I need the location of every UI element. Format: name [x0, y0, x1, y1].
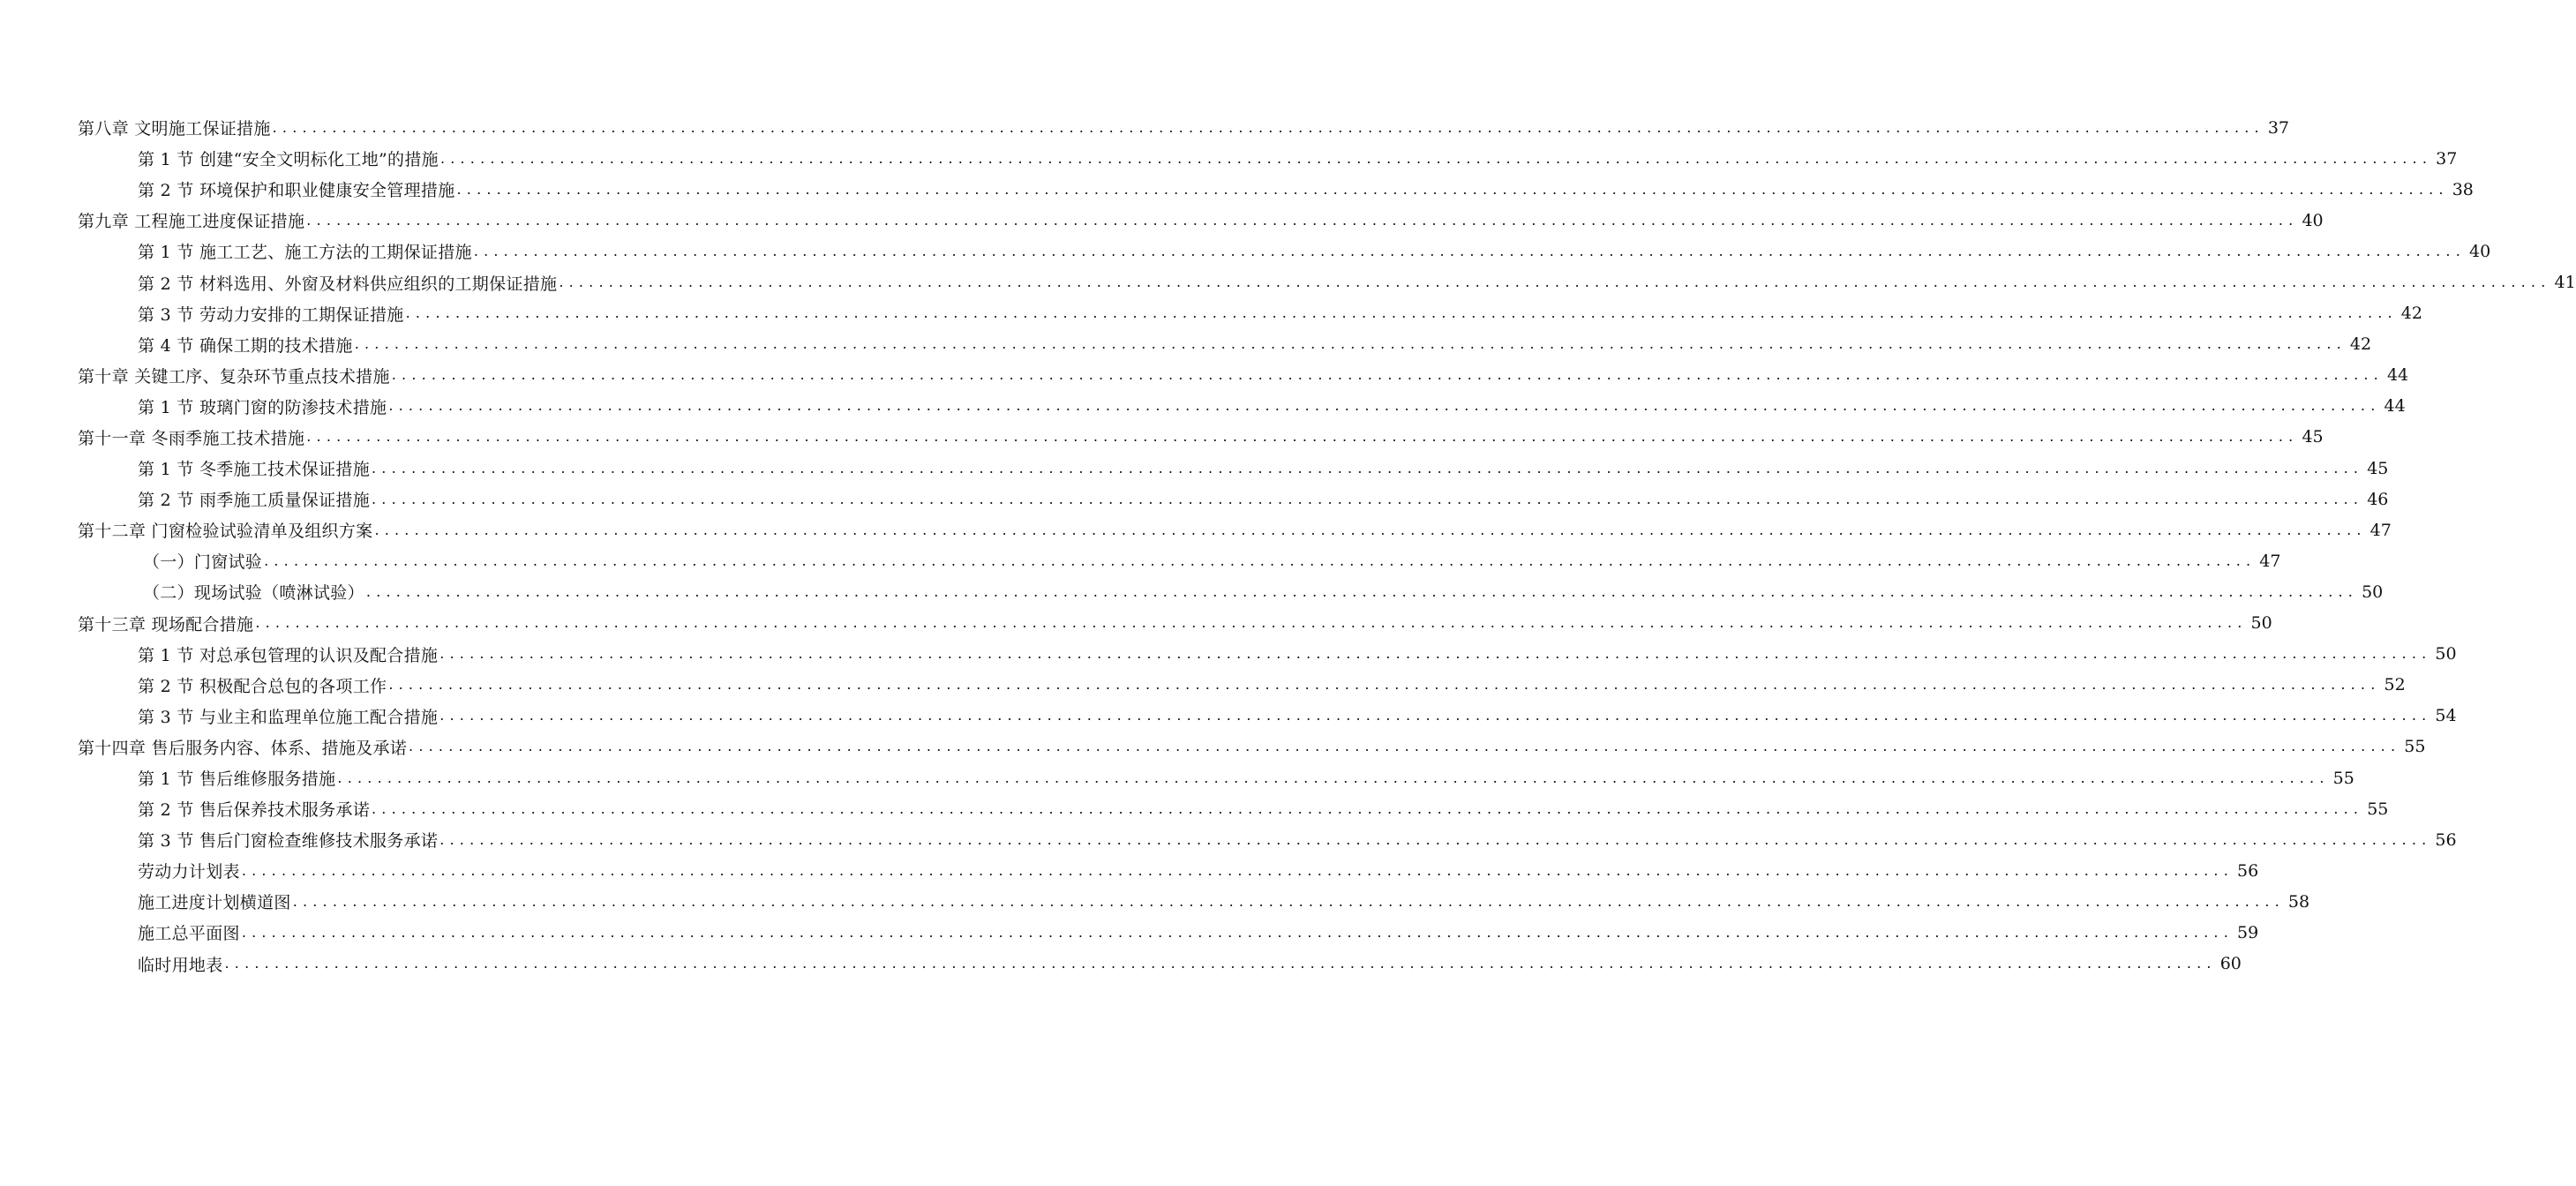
toc-dot-leader: ........................................................................................................................................................................................................	[354, 335, 2347, 353]
toc-entry-title: 第 2 节 环境保护和职业健康安全管理措施	[138, 181, 455, 201]
toc-entry[interactable]	[0, 917, 2259, 948]
toc-dot-leader: ........................................................................................................................................................................................................	[439, 645, 2432, 663]
toc-entry-title: （二）现场试验（喷淋试验）	[143, 583, 364, 604]
toc-entry-title: 第 2 节 雨季施工质量保证措施	[138, 491, 371, 511]
toc-dot-leader: ........................................................................................................................................................................................................	[272, 118, 2264, 136]
toc-dot-leader: ........................................................................................................................................................................................................	[372, 459, 2364, 477]
toc-entry[interactable]	[0, 422, 2324, 453]
toc-page-number: 55	[2404, 737, 2426, 757]
toc-entry[interactable]	[0, 484, 2389, 514]
toc-page-number: 54	[2435, 706, 2457, 726]
toc-entry-title: 劳动力计划表	[138, 862, 240, 882]
toc-page-number: 42	[2400, 304, 2422, 324]
toc-entry[interactable]	[0, 266, 2576, 297]
toc-entry-title: 第十三章 现场配合措施	[78, 614, 254, 634]
toc-entry[interactable]	[0, 793, 2389, 824]
toc-page-number: 55	[2367, 799, 2389, 819]
toc-dot-leader: ........................................................................................................................................................................................................	[405, 304, 2398, 322]
toc-page-number: 60	[2219, 954, 2242, 974]
toc-entry[interactable]	[0, 576, 2384, 607]
toc-page-number: 50	[2435, 644, 2457, 664]
toc-entry-title: 施工进度计划横道图	[138, 893, 291, 913]
table-of-contents	[0, 112, 2576, 980]
toc-entry-title: 第 2 节 材料选用、外窗及材料供应组织的工期保证措施	[138, 274, 558, 294]
toc-dot-leader: ........................................................................................................................................................................................................	[473, 242, 2466, 259]
toc-dot-leader: ........................................................................................................................................................................................................	[559, 274, 2551, 291]
toc-dot-leader: ........................................................................................................................................................................................................	[439, 149, 2433, 167]
toc-entry[interactable]	[0, 608, 2272, 639]
toc-entry[interactable]	[0, 949, 2242, 980]
toc-entry-title: 第 3 节 与业主和监理单位施工配合措施	[138, 707, 439, 727]
toc-page-number: 46	[2367, 489, 2389, 509]
toc-page-number: 56	[2237, 860, 2259, 881]
toc-dot-leader: ........................................................................................................................................................................................................	[306, 428, 2299, 446]
toc-page-number: 40	[2469, 241, 2491, 261]
toc-dot-leader: ........................................................................................................................................................................................................	[306, 211, 2299, 229]
toc-page-number: 50	[2362, 582, 2384, 602]
toc-dot-leader: ........................................................................................................................................................................................................	[241, 923, 2234, 941]
toc-entry[interactable]	[0, 174, 2474, 205]
toc-entry[interactable]	[0, 236, 2491, 266]
toc-page-number: 44	[2386, 365, 2409, 386]
toc-entry-title: 第 2 节 积极配合总包的各项工作	[138, 676, 387, 696]
toc-page-number: 47	[2259, 551, 2281, 571]
toc-page-number: 47	[2369, 520, 2392, 540]
toc-entry-title: 第 1 节 玻璃门窗的防渗技术措施	[138, 397, 387, 417]
toc-entry-title: 第 2 节 售后保养技术服务承诺	[138, 800, 371, 821]
toc-dot-leader: ........................................................................................................................................................................................................	[456, 180, 2449, 198]
toc-entry-title: （一）门窗试验	[143, 552, 263, 573]
toc-page-number: 55	[2332, 768, 2354, 788]
toc-entry-title: 第 1 节 冬季施工技术保证措施	[138, 460, 371, 480]
toc-entry[interactable]	[0, 143, 2458, 174]
toc-dot-leader: ........................................................................................................................................................................................................	[439, 830, 2432, 848]
toc-page-number: 37	[2267, 117, 2290, 138]
toc-entry-title: 施工总平面图	[138, 924, 240, 944]
toc-page-number: 52	[2384, 675, 2406, 695]
toc-entry-title: 第 1 节 对总承包管理的认识及配合措施	[138, 645, 439, 665]
toc-entry[interactable]	[0, 329, 2372, 360]
toc-entry-title: 第十章 关键工序、复杂环节重点技术措施	[78, 366, 390, 387]
toc-entry[interactable]	[0, 886, 2310, 917]
toc-dot-leader: ........................................................................................................................................................................................................	[224, 955, 2217, 972]
toc-dot-leader: ........................................................................................................................................................................................................	[337, 769, 2330, 786]
toc-dot-leader: ........................................................................................................................................................................................................	[264, 552, 2257, 569]
toc-entry-title: 第十一章 冬雨季施工技术措施	[78, 428, 305, 448]
toc-entry[interactable]	[0, 545, 2281, 576]
toc-dot-leader: ........................................................................................................................................................................................................	[372, 490, 2364, 507]
toc-entry[interactable]	[0, 670, 2406, 701]
toc-dot-leader: ........................................................................................................................................................................................................	[388, 676, 2381, 694]
toc-entry[interactable]	[0, 701, 2457, 732]
toc-page-number: 59	[2237, 922, 2259, 942]
toc-dot-leader: ........................................................................................................................................................................................................	[388, 397, 2381, 415]
toc-page-number: 41	[2554, 273, 2576, 293]
toc-entry-title: 临时用地表	[138, 955, 223, 975]
toc-entry[interactable]	[0, 732, 2426, 762]
toc-entry-title: 第 1 节 施工工艺、施工方法的工期保证措施	[138, 243, 472, 263]
toc-page-number: 40	[2302, 210, 2324, 230]
toc-dot-leader: ........................................................................................................................................................................................................	[439, 707, 2432, 724]
toc-page-number: 45	[2367, 458, 2389, 478]
toc-page-number: 37	[2436, 148, 2458, 169]
toc-entry-title: 第 3 节 售后门窗检查维修技术服务承诺	[138, 831, 439, 852]
toc-page-number: 50	[2250, 613, 2272, 634]
toc-dot-leader: ........................................................................................................................................................................................................	[241, 861, 2234, 879]
toc-entry-title: 第 4 节 确保工期的技术措施	[138, 335, 353, 356]
toc-page-number: 56	[2435, 829, 2457, 850]
toc-page-number: 44	[2384, 396, 2406, 417]
toc-dot-leader: ........................................................................................................................................................................................................	[374, 521, 2367, 538]
toc-entry[interactable]	[0, 360, 2409, 391]
toc-entry-title: 第九章 工程施工进度保证措施	[78, 212, 305, 232]
toc-entry[interactable]	[0, 391, 2406, 422]
toc-entry[interactable]	[0, 453, 2389, 484]
toc-entry[interactable]	[0, 639, 2457, 670]
toc-entry[interactable]	[0, 514, 2392, 545]
toc-entry-title: 第 1 节 售后维修服务措施	[138, 769, 336, 790]
toc-entry[interactable]	[0, 112, 2290, 143]
toc-entry-title: 第 3 节 劳动力安排的工期保证措施	[138, 304, 404, 325]
toc-page-number: 45	[2302, 427, 2324, 447]
toc-entry[interactable]	[0, 762, 2354, 793]
toc-page-number: 38	[2452, 179, 2474, 199]
toc-entry[interactable]	[0, 824, 2457, 855]
toc-page-number: 42	[2349, 334, 2372, 355]
toc-entry[interactable]	[0, 298, 2422, 329]
toc-dot-leader: ........................................................................................................................................................................................................	[391, 366, 2384, 384]
toc-dot-leader: ........................................................................................................................................................................................................	[409, 738, 2401, 755]
toc-entry[interactable]	[0, 205, 2324, 236]
toc-entry-title: 第八章 文明施工保证措施	[78, 119, 271, 139]
toc-entry-title: 第 1 节 创建“安全文明标化工地”的措施	[138, 150, 439, 170]
toc-entry-title: 第十四章 售后服务内容、体系、措施及承诺	[78, 738, 408, 758]
toc-page-number: 58	[2287, 891, 2310, 912]
toc-entry[interactable]	[0, 855, 2259, 886]
toc-dot-leader: ........................................................................................................................................................................................................	[365, 582, 2359, 600]
toc-dot-leader: ........................................................................................................................................................................................................	[372, 799, 2364, 817]
toc-entry-title: 第十二章 门窗检验试验清单及组织方案	[78, 522, 373, 542]
toc-dot-leader: ........................................................................................................................................................................................................	[292, 892, 2285, 910]
toc-dot-leader: ........................................................................................................................................................................................................	[255, 614, 2248, 632]
